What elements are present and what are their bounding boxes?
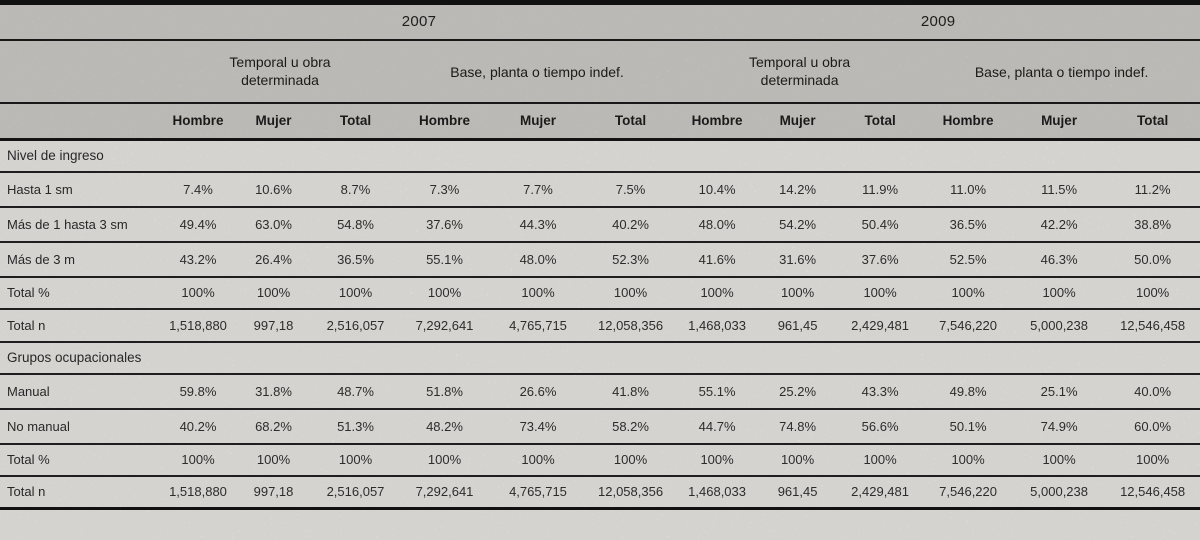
table-row — [0, 476, 1200, 509]
contract-header-label: Base, planta o tiempo indef. — [974, 63, 1149, 80]
cell-value: 59.8% — [179, 383, 217, 399]
row-label: Total % — [7, 452, 50, 467]
contract-header-base-2007 — [398, 40, 676, 103]
cell-value: 46.3% — [1040, 251, 1078, 267]
cell-value: 37.6% — [426, 216, 463, 232]
row-label: Manual — [7, 383, 50, 399]
row-label: Total n — [7, 484, 46, 500]
cell-value: 55.1% — [426, 251, 463, 267]
cell-value: 10.4% — [698, 181, 736, 197]
contract-header-temporal-2007 — [162, 40, 398, 103]
cell-value: 36.5% — [337, 251, 374, 267]
table-row — [0, 242, 1200, 277]
cell-value: 100% — [780, 285, 815, 300]
row-label: Más de 3 m — [7, 251, 75, 267]
cell-value: 49.4% — [179, 216, 217, 232]
cell-value: 56.6% — [861, 418, 899, 434]
cell-value: 73.4% — [519, 418, 557, 434]
cell-value: 48.0% — [519, 251, 557, 267]
cell-value: 7.3% — [429, 181, 460, 197]
table-row — [0, 309, 1200, 342]
cell-value: 38.8% — [1134, 216, 1172, 232]
cell-value: 997,18 — [253, 317, 294, 333]
cell-value: 25.2% — [779, 383, 817, 399]
col-header-mujer: Mujer — [255, 113, 292, 129]
row-label: Más de 1 hasta 3 sm — [7, 216, 128, 232]
header-spacer — [0, 103, 162, 140]
cell-value: 36.5% — [949, 216, 987, 232]
table-row — [0, 444, 1200, 476]
table-row — [0, 207, 1200, 242]
contract-header-label: Temporal u obra determinada — [229, 53, 331, 88]
cell-value: 7,546,220 — [939, 484, 997, 500]
cell-value: 68.2% — [255, 418, 292, 434]
cell-value: 100% — [1135, 285, 1170, 300]
cell-value: 60.0% — [1134, 418, 1172, 434]
cell-value: 4,765,715 — [509, 484, 567, 500]
cell-value: 42.2% — [1040, 216, 1078, 232]
cell-value: 100% — [521, 452, 555, 467]
cell-value: 7.4% — [183, 181, 213, 197]
cell-value: 50.4% — [861, 216, 899, 232]
cell-value: 10.6% — [255, 181, 292, 197]
cell-value: 1,518,880 — [169, 484, 227, 500]
row-label: Total n — [7, 317, 46, 333]
cell-value: 14.2% — [779, 181, 817, 197]
cell-value: 49.8% — [949, 383, 987, 399]
section-title-row — [0, 342, 1200, 374]
cell-value: 12,546,458 — [1120, 484, 1186, 500]
row-label: No manual — [7, 418, 70, 434]
cell-value: 31.8% — [255, 383, 292, 399]
cell-value: 12,546,458 — [1120, 317, 1186, 333]
cell-value: 55.1% — [698, 383, 736, 399]
cell-value: 100% — [181, 285, 215, 300]
year-header-2009: 2009 — [920, 13, 956, 31]
cell-value: 12,058,356 — [598, 317, 664, 333]
cell-value: 2,516,057 — [326, 317, 385, 333]
col-header-mujer: Mujer — [779, 113, 816, 129]
cell-value: 58.2% — [612, 418, 649, 434]
cell-value: 52.5% — [949, 251, 987, 267]
col-header-total: Total — [864, 113, 896, 129]
cell-value: 54.8% — [337, 216, 374, 232]
cell-value: 1,468,033 — [688, 484, 746, 500]
table-row — [0, 172, 1200, 207]
col-header-hombre: Hombre — [691, 113, 743, 129]
cell-value: 1,518,880 — [169, 317, 227, 333]
col-header-total: Total — [1136, 113, 1169, 129]
cell-value: 43.2% — [179, 251, 217, 267]
col-header-total: Total — [339, 113, 372, 129]
header-spacer — [0, 3, 162, 40]
cell-value: 100% — [951, 285, 985, 300]
cell-value: 50.0% — [1134, 251, 1172, 267]
section-title-row — [0, 140, 1200, 172]
cell-value: 40.2% — [612, 216, 649, 232]
cell-value: 961,45 — [777, 317, 818, 333]
cell-value: 2,429,481 — [851, 484, 909, 500]
cell-value: 997,18 — [253, 484, 294, 500]
cell-value: 11.0% — [950, 181, 987, 197]
table-row — [0, 374, 1200, 409]
cell-value: 48.2% — [426, 418, 463, 434]
row-label: Hasta 1 sm — [7, 181, 73, 197]
cell-value: 100% — [863, 452, 897, 467]
col-header-total: Total — [614, 113, 647, 129]
cell-value: 7,292,641 — [415, 484, 474, 500]
cell-value: 100% — [780, 452, 815, 467]
cell-value: 12,058,356 — [598, 484, 664, 500]
col-header-hombre: Hombre — [418, 113, 470, 129]
section-title: Grupos ocupacionales — [7, 350, 142, 365]
cell-value: 74.9% — [1040, 418, 1078, 434]
cell-value: 74.8% — [779, 418, 817, 434]
cell-value: 100% — [427, 285, 462, 300]
cell-value: 100% — [613, 452, 648, 467]
cell-value: 52.3% — [612, 251, 649, 267]
row-label: Total % — [7, 285, 50, 300]
cell-value: 48.7% — [337, 383, 374, 399]
cell-value: 31.6% — [779, 251, 817, 267]
cell-value: 100% — [181, 452, 215, 467]
cell-value: 63.0% — [255, 216, 292, 232]
cell-value: 100% — [1135, 452, 1170, 467]
cell-value: 11.2% — [1134, 181, 1171, 197]
cell-value: 5,000,238 — [1030, 317, 1088, 333]
sex-header-row — [0, 103, 1200, 140]
contract-header-label: Temporal u obra determinada — [748, 53, 851, 88]
cell-value: 7,292,641 — [415, 317, 474, 333]
cell-value: 37.6% — [861, 251, 899, 267]
cell-value: 43.3% — [861, 383, 899, 399]
cell-value: 100% — [863, 285, 897, 300]
cell-value: 100% — [256, 452, 291, 467]
cell-value: 41.8% — [612, 383, 649, 399]
cell-value: 54.2% — [779, 216, 817, 232]
cell-value: 48.0% — [698, 216, 736, 232]
cell-value: 41.6% — [698, 251, 736, 267]
contract-header-base-2009 — [923, 40, 1200, 103]
header-spacer — [0, 40, 162, 103]
cell-value: 26.4% — [255, 251, 292, 267]
cell-value: 44.3% — [519, 216, 557, 232]
cell-value: 44.7% — [698, 418, 736, 434]
cell-value: 11.9% — [862, 181, 899, 197]
cell-value: 100% — [338, 285, 373, 300]
cell-value: 51.8% — [426, 383, 463, 399]
cell-value: 100% — [1042, 452, 1076, 467]
contract-header-label: Base, planta o tiempo indef. — [450, 63, 624, 80]
cell-value: 51.3% — [337, 418, 374, 434]
cell-value: 40.2% — [179, 418, 217, 434]
cell-value: 40.0% — [1134, 383, 1172, 399]
year-header-2007: 2007 — [401, 13, 437, 31]
cell-value: 100% — [700, 285, 734, 300]
cell-value: 1,468,033 — [688, 317, 746, 333]
contract-header-row — [0, 40, 1200, 103]
cell-value: 100% — [256, 285, 291, 300]
table-row — [0, 409, 1200, 444]
cell-value: 2,516,057 — [326, 484, 385, 500]
cell-value: 25.1% — [1040, 383, 1078, 399]
cell-value: 100% — [951, 452, 985, 467]
year-header-row — [0, 3, 1200, 40]
cell-value: 100% — [1042, 285, 1076, 300]
col-header-mujer: Mujer — [519, 113, 556, 129]
cell-value: 7.5% — [615, 181, 646, 197]
table-body — [0, 140, 1200, 509]
cell-value: 100% — [338, 452, 373, 467]
cell-value: 8.7% — [340, 181, 371, 197]
cell-value: 961,45 — [777, 484, 818, 500]
col-header-hombre: Hombre — [942, 113, 994, 129]
section-title: Nivel de ingreso — [7, 148, 104, 164]
contract-header-temporal-2009 — [676, 40, 923, 103]
cell-value: 11.5% — [1041, 181, 1078, 197]
cell-value: 100% — [700, 452, 734, 467]
cell-value: 26.6% — [519, 383, 557, 399]
table-row — [0, 277, 1200, 309]
cell-value: 7,546,220 — [939, 317, 997, 333]
cell-value: 7.7% — [523, 181, 553, 197]
cell-value: 100% — [521, 285, 555, 300]
cell-value: 100% — [427, 452, 462, 467]
col-header-mujer: Mujer — [1041, 113, 1078, 129]
cell-value: 5,000,238 — [1030, 484, 1088, 500]
cell-value: 4,765,715 — [509, 317, 567, 333]
cell-value: 100% — [613, 285, 648, 300]
cell-value: 2,429,481 — [851, 317, 909, 333]
col-header-hombre: Hombre — [172, 113, 224, 129]
cell-value: 50.1% — [949, 418, 987, 434]
